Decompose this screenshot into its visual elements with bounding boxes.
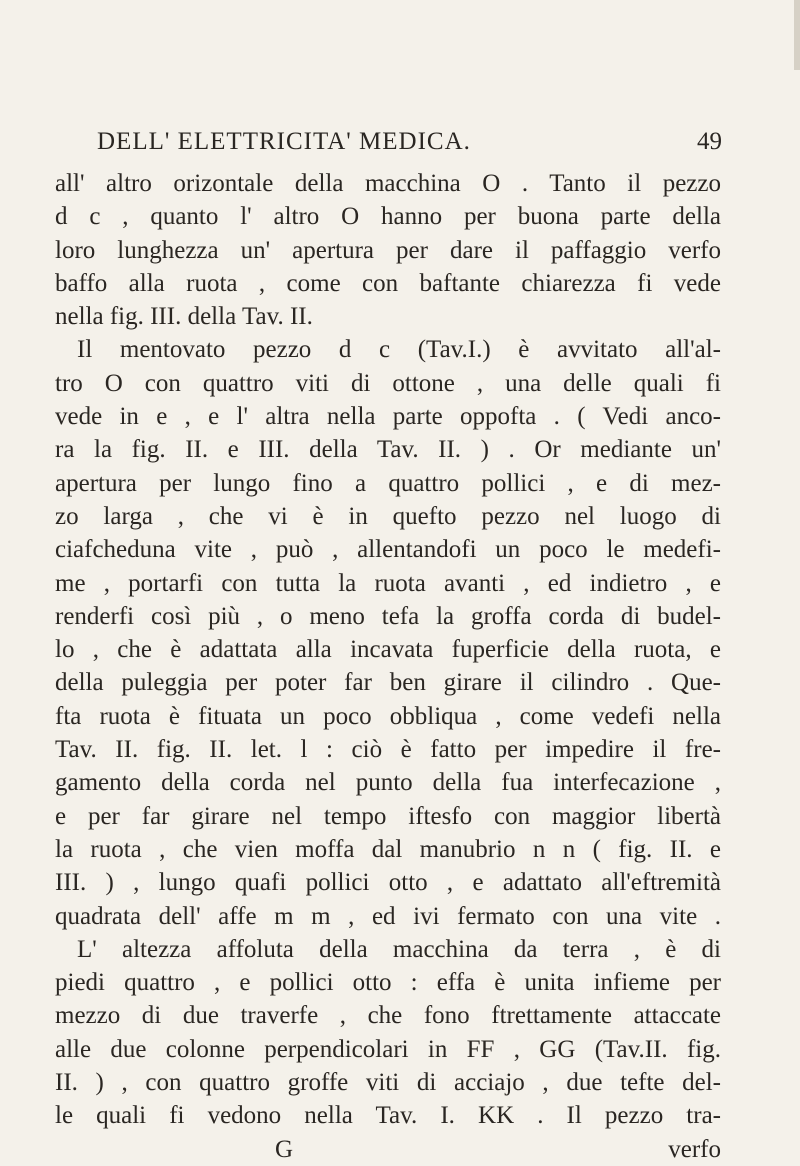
text-line: Il mentovato pezzo d c (Tav.I.) è avvitato all'al- [77, 336, 721, 364]
text-line: all' altro orizontale della macchina O . Tanto il pezzo [55, 170, 721, 197]
text-line: e per far girare nel tempo iftesfo con maggior libertà [55, 802, 721, 830]
catchword: verfo [668, 1135, 721, 1163]
text-line: apertura per lungo fino a quattro pollici , e di mez- [55, 469, 721, 497]
text-line: vede in e , e l' altra nella parte oppofta . ( Vedi anco- [55, 403, 721, 431]
signature-mark: G [275, 1135, 294, 1163]
text-line: lo , che è adattata alla incavata fuperficie della ruota, e [55, 636, 721, 664]
text-line: zo larga , che vi è in quefto pezzo nel luogo di [55, 502, 721, 530]
text-line: quadrata dell' affe m m , ed ivi fermato con una vite . [55, 902, 721, 930]
text-line: renderfi così più , o meno tefa la groffa corda di budel- [55, 602, 721, 630]
text-line: gamento della corda nel punto della fua interfecazione , [55, 769, 721, 797]
text-line: la ruota , che vien moffa dal manubrio n n ( fig. II. e [55, 835, 721, 863]
text-line: loro lunghezza un' apertura per dare il paffaggio verfo [55, 236, 721, 264]
text-line: L' altezza affoluta della macchina da terra , è di [77, 935, 721, 963]
running-head: DELL' ELETTRICITA' MEDICA. [97, 128, 471, 155]
text-line: tro O con quattro viti di ottone , una delle quali fi [55, 369, 721, 397]
text-line: ra la fig. II. e III. della Tav. II. ) . Or mediante un' [55, 436, 721, 464]
text-line: d c , quanto l' altro O hanno per buona parte della [55, 203, 721, 231]
text-line: baffo alla ruota , come con baftante chiarezza fi vede [55, 269, 721, 297]
page-edge [794, 0, 800, 70]
text-line: fta ruota è fituata un poco obbliqua , come vedefi nella [55, 702, 721, 730]
text-line: mezzo di due traverfe , che fono ftrettamente attaccate [55, 1002, 721, 1030]
text-line: le quali fi vedono nella Tav. I. KK . Il pezzo tra- [55, 1102, 721, 1130]
page-header [97, 128, 722, 160]
page-number: 49 [697, 128, 722, 155]
text-line: alle due colonne perpendicolari in FF , GG (Tav.II. fig. [55, 1035, 721, 1063]
text-line: II. ) , con quattro groffe viti di acciajo , due tefte del- [55, 1069, 721, 1097]
text-line: III. ) , lungo quafi pollici otto , e adattato all'eftremità [55, 869, 721, 897]
text-line: piedi quattro , e pollici otto : effa è unita infieme per [55, 969, 721, 997]
text-line: me , portarfi con tutta la ruota avanti , ed indietro , e [55, 569, 721, 597]
text-line: nella fig. III. della Tav. II. [55, 303, 313, 331]
text-line: ciafcheduna vite , può , allentandofi un poco le medefi- [55, 536, 721, 564]
page-footer [55, 1133, 721, 1166]
body-text [55, 167, 721, 1166]
text-line: della puleggia per poter far ben girare il cilindro . Que- [55, 669, 721, 697]
text-line: Tav. II. fig. II. let. l : ciò è fatto per impedire il fre- [55, 736, 721, 764]
